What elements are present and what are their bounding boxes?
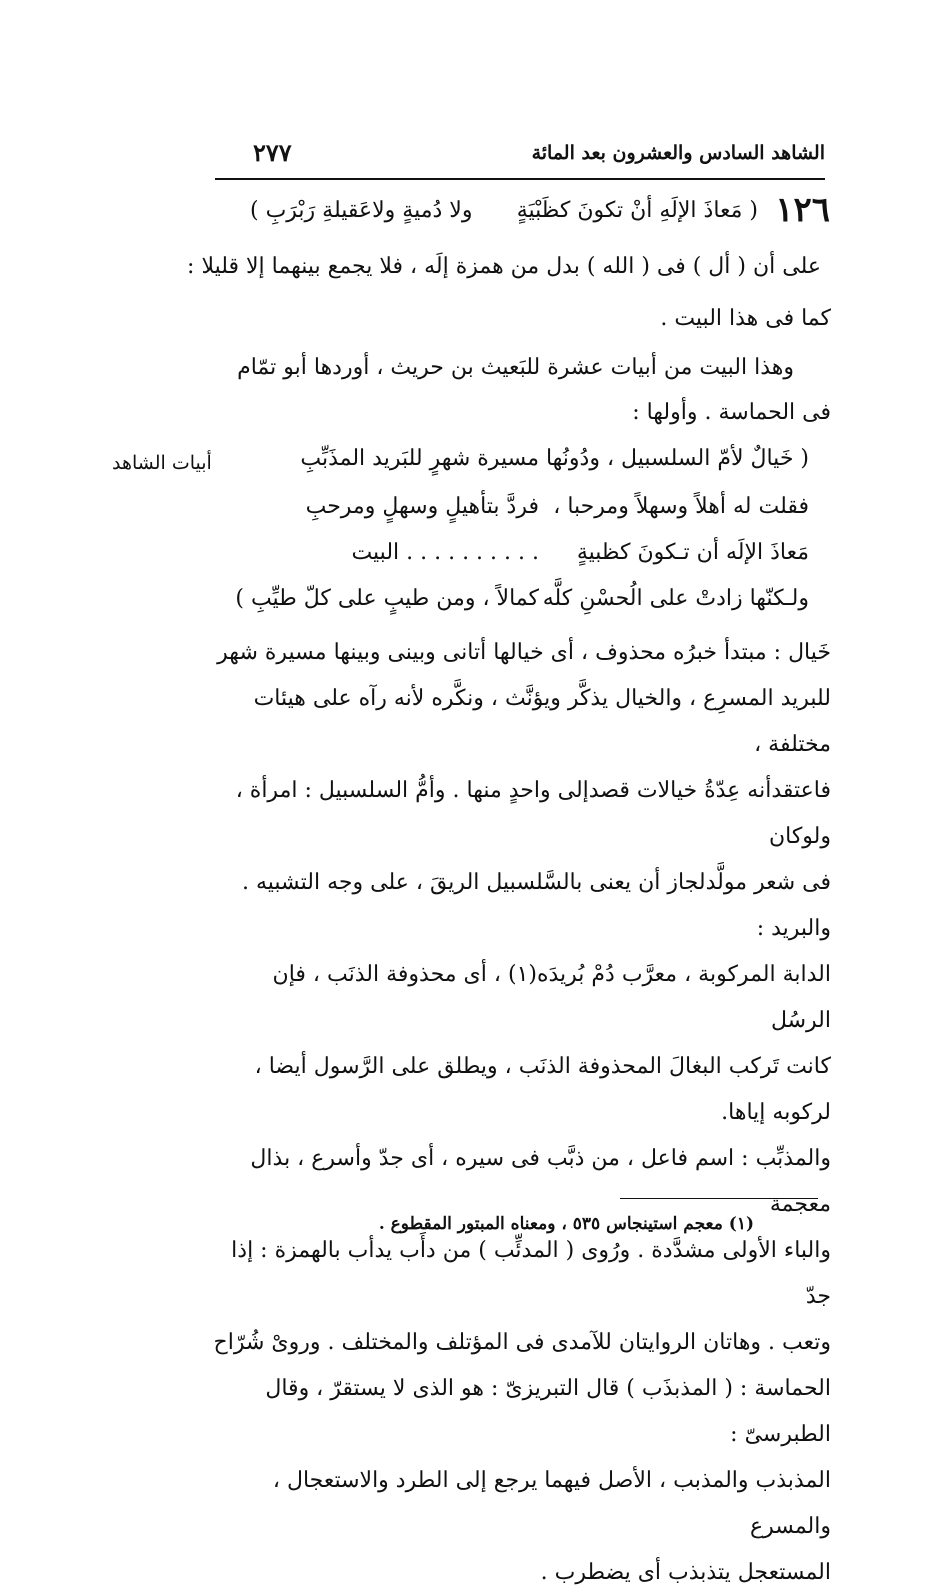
verse-hemistich-second: ولا دُميةٍ ولاعَقيلةِ رَبْرَبِ ) bbox=[250, 198, 473, 223]
running-title: الشاهد السادس والعشرون بعد المائة bbox=[531, 142, 825, 164]
commentary-line: فى شعر مولَّدلجاز أن يعنى بالسَّلسبيل الريقَ ، على وجه التشبيه . والبريد : bbox=[241, 870, 831, 941]
commentary-line: المستعجل يتذبذب أى يضطرب . bbox=[540, 1560, 831, 1585]
commentary-line: كانت تَركب البغالَ المحذوفة الذنَب ، ويطلق على الرَّسول أيضا ، لركوبه إياها. bbox=[254, 1054, 831, 1125]
commentary-line: فاعتقدأنه عِدّةُ خيالات قصدإلى واحدٍ منها . وأمُّ السلسبيل : امرأة ، ولوكان bbox=[235, 778, 831, 849]
page-header bbox=[215, 138, 825, 178]
commentary-line: الحماسة : ( المذبذَب ) قال التبريزىّ : هو الذى لا يستقرّ ، وقال الطبرسىّ : bbox=[265, 1376, 831, 1447]
poem-verse-left: كمالاً ، ومن طيبٍ على كلّ طيِّبِ ) bbox=[235, 586, 539, 611]
poem-verse-right: فقلت له أهلاً وسهلاً ومرحبا ، bbox=[553, 494, 809, 519]
commentary-line: والباء الأولى مشدَّدة . ورُوى ( المدئِّب ) من دأَب يدأب بالهمزة : إذا جدّ bbox=[231, 1238, 831, 1309]
header-rule bbox=[215, 178, 825, 180]
body-line: فى الحماسة . وأولها : bbox=[632, 400, 831, 425]
poem-verse-left: . . . . . . . . . . البيت bbox=[351, 540, 539, 565]
verse-heading bbox=[240, 192, 830, 242]
verse-hemistich-first: ( مَعاذَ الإلَهِ أنْ تكونَ كظَبْيَةٍ bbox=[516, 198, 758, 223]
poem-verse-right: ولـكنّها زادتْ على الُحسْنِ كلَّه bbox=[542, 586, 809, 611]
commentary-line: والمذبِّب : اسم فاعل ، من ذبَّب فى سيره ، أى جدّ وأسرع ، بذال معجمة bbox=[250, 1146, 831, 1217]
footnote: (١) معجم استينجاس ٥٣٥ ، ومعناه المبتور المقطوع . bbox=[378, 1214, 754, 1234]
commentary-line: خَيال : مبتدأ خبرُه محذوف ، أى خيالها أتانى وبينى وبينها مسيرة شهر bbox=[217, 640, 831, 665]
commentary bbox=[211, 630, 831, 1596]
poem-verse-left: مسيرة شهرٍ للبَريد المذَبِّبِ bbox=[300, 446, 539, 471]
commentary-line: وتعب . وهاتان الروايتان للآمدى فى المؤتلف والمختلف . وروىْ شُرّاح bbox=[213, 1330, 831, 1355]
poem-margin-label: أبيات الشاهد bbox=[112, 452, 212, 474]
verse-number: ١٢٦ bbox=[775, 190, 830, 230]
commentary-line: المذبذب والمذبب ، الأصل فيهما يرجع إلى الطرد والاستعجال ، والمسرع bbox=[272, 1468, 831, 1539]
footnote-rule bbox=[620, 1198, 818, 1199]
commentary-line: للبريد المسرِع ، والخيال يذكَّر ويؤنَّث ، ونكَّره لأنه رآه على هيئات مختلفة ، bbox=[253, 686, 831, 757]
poem-verse-left: فردَّ بتأهيلٍ وسهلٍ ومرحبِ bbox=[305, 494, 539, 519]
body-line: على أن ( أل ) فى ( الله ) بدل من همزة إلَه ، فلا يجمع بينهما إلا قليلا : bbox=[187, 254, 821, 279]
poem-verse-right: مَعاذَ الإلَه أن تـكونَ كظبيةٍ bbox=[576, 540, 809, 565]
page-number: ٢٧٧ bbox=[253, 138, 292, 167]
body-line: كما فى هذا البيت . bbox=[660, 306, 831, 331]
poem-verse-right: ( خَيالٌ لأمّ السلسبيل ، ودُونُها bbox=[545, 446, 809, 471]
commentary-line: الدابة المركوبة ، معرَّب دُمْ بُريدَه(١) ، أى محذوفة الذنَب ، فإن الرسُل bbox=[272, 962, 831, 1033]
body-line: وهذا البيت من أبيات عشرة للبَعيث بن حريث ، أوردها أبو تمّام bbox=[237, 355, 794, 380]
